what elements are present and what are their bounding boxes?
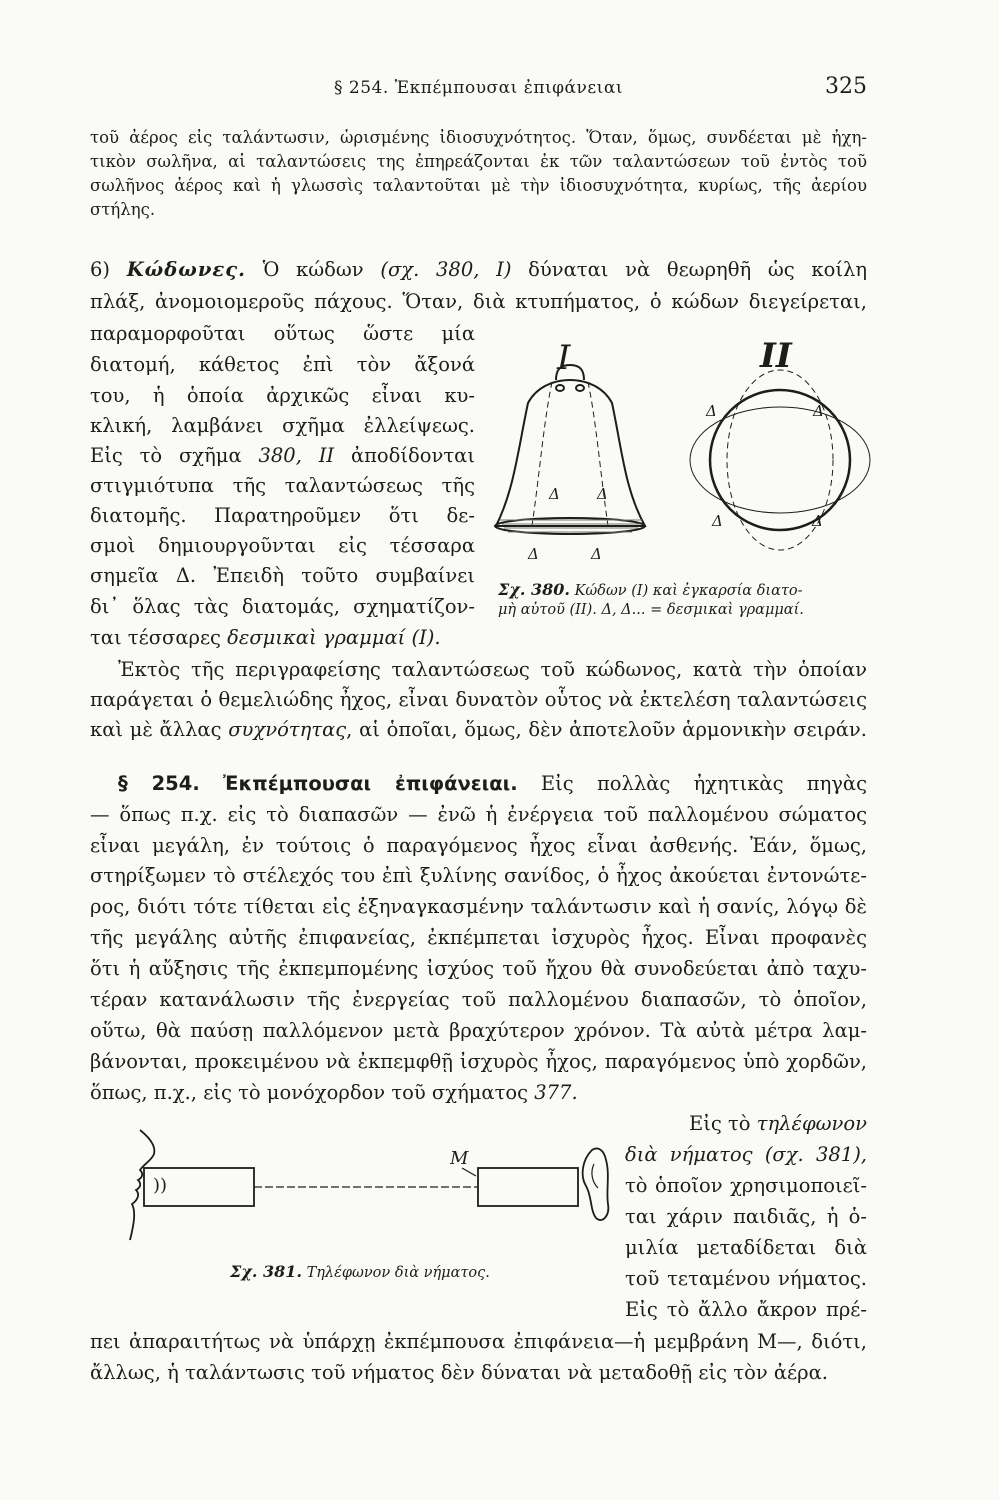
text-line: διατομή, κάθετος ἐπὶ τὸν ἄξονά bbox=[90, 353, 475, 376]
text-line bbox=[625, 1141, 867, 1170]
text-line bbox=[90, 770, 867, 799]
figure-ref: (σχ. 381), bbox=[752, 1143, 867, 1166]
text-line bbox=[90, 256, 867, 285]
text-line bbox=[90, 1079, 867, 1108]
text-span: ὅπως, π.χ., εἰς τὸ μονόχορδον τοῦ σχήματος bbox=[90, 1081, 535, 1104]
text-span: καὶ μὲ ἄλλας bbox=[90, 718, 229, 741]
node-marker: Δ bbox=[706, 402, 717, 420]
page-number: 325 bbox=[825, 74, 867, 99]
label-M: Μ bbox=[450, 1148, 469, 1169]
figure-ref: 380, II bbox=[258, 444, 335, 467]
text-line: στηρίξωμεν τὸ στέλεχός του ἐπὶ ξυλίνης σανίδος, ὁ ἦχος ἀκούεται ἐντονώτε- bbox=[90, 864, 867, 887]
text-line: Ἐκτὸς τῆς περιγραφείσης ταλαντώσεως τοῦ κώδωνος, κατὰ τὴν ὁποίαν bbox=[118, 658, 867, 681]
caption-text: μὴ αὐτοῦ (II). Δ, Δ... = δεσμικαὶ γραμμαί. bbox=[498, 602, 804, 618]
text-line: τοῦ τεταμένου νήματος. bbox=[625, 1267, 867, 1290]
node-marker: Δ bbox=[549, 485, 560, 503]
text-line: ρος, διότι τότε τίθεται εἰς ἐξηναγκασμένην ταλάντωσιν καὶ ἡ σανίς, λόγῳ δὲ bbox=[90, 895, 867, 918]
figure-ref: (σχ. 380, I) bbox=[380, 258, 512, 281]
text-line: στιγμιότυπα τῆς ταλαντώσεως τῆς bbox=[90, 474, 475, 497]
caption-text: Τηλέφωνον διὰ νήματος. bbox=[306, 1265, 490, 1281]
item-number: 6) bbox=[90, 258, 127, 281]
section-heading-bells: Κώδωνες. bbox=[126, 258, 246, 281]
ellipse-horizontal bbox=[690, 407, 870, 513]
emphasis: διὰ νήματος bbox=[625, 1143, 753, 1166]
text-line: εἶναι μεγάλη, ἐν τούτοις ὁ παραγόμενος ἦχος εἶναι ἀσθενής. Ἐάν, ὅμως, bbox=[90, 834, 867, 857]
emphasis: συχνότητας bbox=[228, 718, 347, 741]
text-span: ἀποδίδονται bbox=[334, 444, 475, 467]
text-line: ται χάριν παιδιᾶς, ἡ ὁ- bbox=[625, 1205, 867, 1228]
text-line: — ὅπως π.χ. εἰς τὸ διαπασῶν — ἐνῶ ἡ ἐνέργεια τοῦ παλλομένου σώματος bbox=[90, 803, 867, 826]
text-line: τοῦ ἀέρος εἰς ταλάντωσιν, ὡρισμένης ἰδιοσυχνότητος. Ὅταν, ὅμως, συνδέεται μὲ ἠχη- bbox=[90, 128, 867, 147]
text-line: σωλῆνος ἀέρος καὶ ἡ γλωσσὶς ταλαντοῦται μὲ τὴν ἰδιοσυχνότητα, κυρίως, τῆς ἀερίου bbox=[90, 176, 867, 195]
text-line: ἄλλως, ἡ ταλάντωσις τοῦ νήματος δὲν δύναται νὰ μεταδοθῇ εἰς τὸν ἀέρα. bbox=[90, 1361, 828, 1384]
node-marker: Δ bbox=[591, 545, 602, 563]
text-line: στήλης. bbox=[90, 200, 156, 219]
text-span: Ὁ κώδων bbox=[245, 258, 381, 281]
node-marker: Δ bbox=[812, 512, 823, 530]
text-line bbox=[90, 442, 475, 471]
text-line: τῆς μεγάλης αὐτῆς ἐπιφανείας, ἐκπέμπεται ἰσχυρὸς ἦχος. Εἶναι προφανὲς bbox=[90, 926, 867, 949]
text-line: σμοὶ δημιουργοῦνται εἰς τέσσαρα bbox=[90, 534, 475, 557]
text-span: , αἱ ὁποῖαι, ὅμως, δὲν ἀποτελοῦν ἁρμονικὴν σειράν. bbox=[346, 718, 867, 741]
running-title: § 254. Ἐκπέμπουσαι ἐπιφάνειαι bbox=[333, 78, 623, 98]
running-header bbox=[90, 74, 867, 104]
text-line bbox=[625, 1110, 867, 1139]
text-line: πλάξ, ἀνομοιομεροῦς πάχους. Ὅταν, διὰ κτυπήματος, ὁ κώδων διεγείρεται, bbox=[90, 290, 867, 313]
node-marker: Δ bbox=[712, 512, 723, 530]
string-telephone-drawing bbox=[110, 1120, 630, 1260]
text-span: Εἰς τὸ bbox=[688, 1112, 757, 1135]
text-line: κλική, λαμβάνει σχῆμα ἐλλείψεως. bbox=[90, 414, 475, 437]
label-I: I bbox=[557, 338, 571, 378]
text-line: τέραν κατανάλωσιν τῆς ἐνεργείας τοῦ παλλομένου διαπασῶν, τὸ ὁποῖον, bbox=[90, 988, 867, 1011]
text-line: σημεῖα Δ. Ἐπειδὴ τοῦτο συμβαίνει bbox=[90, 564, 475, 587]
figure-ref: 377. bbox=[534, 1081, 578, 1104]
text-line: δι᾽ ὅλας τὰς διατομάς, σχηματίζον- bbox=[90, 595, 475, 618]
text-line: ὅτι ἡ αὔξησις τῆς ἐκπεμπομένης ἰσχύος τοῦ ἤχου θὰ συνοδεύεται ἀπὸ ταχυ- bbox=[90, 957, 867, 980]
text-line: πει ἀπαραιτήτως νὰ ὑπάρχῃ ἐκπέμπουσα ἐπιφάνεια—ἡ μεμβράνη Μ—, διότι, bbox=[90, 1330, 867, 1353]
text-span: Εἰς τὸ σχῆμα bbox=[90, 444, 259, 467]
section-heading: Ἐκπέμπουσαι ἐπιφάνειαι. bbox=[223, 772, 518, 795]
emphasis: δεσμικαὶ γραμμαί (I). bbox=[227, 626, 441, 649]
figure-381-caption bbox=[230, 1262, 570, 1283]
text-line: του, ἡ ὁποία ἀρχικῶς εἶναι κυ- bbox=[90, 384, 475, 407]
text-span: δύναται νὰ θεωρηθῆ ὡς κοίλη bbox=[511, 258, 867, 281]
text-line: παράγεται ὁ θεμελιώδης ἦχος, εἶναι δυνατὸν οὗτος νὰ ἐκτελέση ταλαντώσεις bbox=[90, 688, 867, 711]
caption-text: Κώδων (I) καὶ ἐγκαρσία διατο- bbox=[574, 583, 803, 599]
section-number: § 254. bbox=[118, 772, 200, 795]
text-line: διατομῆς. Παρατηροῦμεν ὅτι δε- bbox=[90, 504, 475, 527]
label-II: II bbox=[760, 336, 792, 376]
text-line: παραμορφοῦται οὕτως ὥστε μία bbox=[90, 322, 475, 345]
text-line bbox=[90, 624, 475, 653]
text-line: Εἰς τὸ ἄλλο ἄκρον πρέ- bbox=[625, 1298, 867, 1321]
text-span: Εἰς πολλὰς ἠχητικὰς πηγὰς bbox=[517, 772, 867, 795]
emphasis: τηλέφωνον bbox=[756, 1112, 867, 1135]
sound-waves: )) bbox=[153, 1175, 168, 1196]
figure-380-caption bbox=[498, 580, 873, 620]
text-span: ται τέσσαρες bbox=[90, 626, 228, 649]
text-line: οὕτω, θὰ παύσῃ παλλόμενον μετὰ βραχύτερον χρόνον. Τὰ αὐτὰ μέτρα λαμ- bbox=[90, 1019, 867, 1042]
text-line: τικὸν σωλῆνα, αἱ ταλαντώσεις της ἐπηρεάζονται ἐκ τῶν ταλαντώσεων τοῦ ἐντὸς τοῦ bbox=[90, 152, 867, 171]
node-marker: Δ bbox=[813, 402, 824, 420]
cross-section-circle bbox=[710, 390, 850, 530]
node-marker: Δ bbox=[528, 545, 539, 563]
text-line: μιλία μεταδίδεται διὰ bbox=[625, 1236, 867, 1259]
caption-number: Σχ. 381. bbox=[230, 1262, 302, 1281]
node-marker: Δ bbox=[597, 485, 608, 503]
text-line: βάνονται, προκειμένου νὰ ἐκπεμφθῇ ἰσχυρὸς ἦχος, παραγόμενος ὑπὸ χορδῶν, bbox=[90, 1050, 867, 1073]
caption-number: Σχ. 380. bbox=[498, 580, 570, 599]
text-line: τὸ ὁποῖον χρησιμοποιεῖ- bbox=[625, 1174, 867, 1197]
text-line bbox=[90, 716, 867, 745]
bell-outline bbox=[495, 365, 645, 534]
